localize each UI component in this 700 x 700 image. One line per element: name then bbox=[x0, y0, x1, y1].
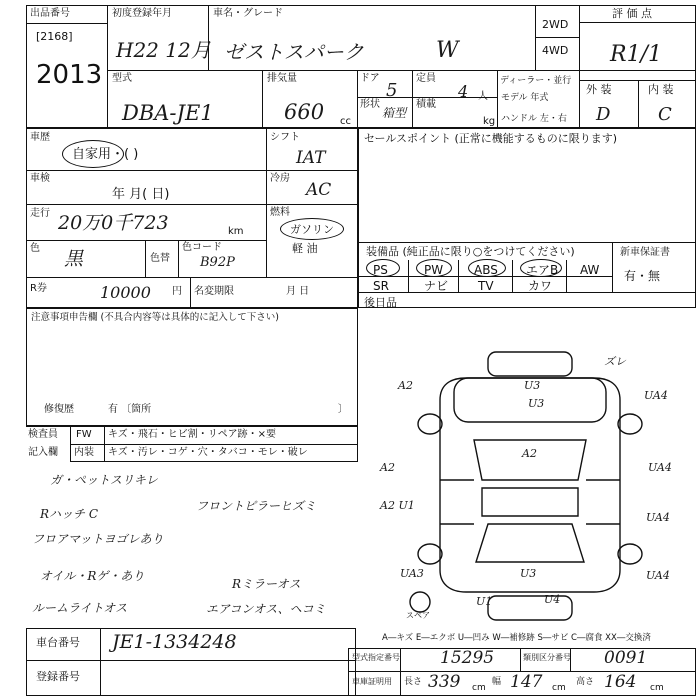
notes-label: 注意事項申告欄 (不具合内容等は具体的に記入して下さい) bbox=[31, 312, 279, 323]
history-label: 車歴 bbox=[30, 132, 50, 143]
ext-label: 外 装 bbox=[586, 83, 612, 96]
circle-mark bbox=[520, 259, 562, 277]
rear-window-outline bbox=[476, 524, 584, 562]
recycle-value: 10000 bbox=[100, 283, 151, 302]
rear-right-wheel bbox=[618, 544, 642, 564]
fuel-value: ガソリン bbox=[290, 223, 334, 236]
width-value: 147 bbox=[510, 672, 543, 692]
score-label: 評 価 点 bbox=[612, 7, 652, 20]
divider bbox=[26, 660, 356, 661]
divider bbox=[579, 5, 580, 128]
damage-mark: UA4 bbox=[644, 389, 668, 402]
color-value: 黒 bbox=[64, 248, 84, 270]
spare-label: スペア bbox=[406, 611, 430, 620]
car-name-value: ゼストスパーク bbox=[224, 40, 364, 64]
inspection-value: 年 月( 日) bbox=[112, 187, 170, 202]
divider bbox=[535, 37, 579, 38]
height-label: 高さ bbox=[576, 677, 595, 687]
divider bbox=[357, 70, 358, 128]
nameplate-value: 月 日 bbox=[286, 286, 310, 297]
divider bbox=[70, 444, 358, 445]
mileage-label: 走行 bbox=[30, 208, 50, 219]
equip-ps: PS bbox=[373, 263, 388, 277]
lot-label: 出品番号 bbox=[30, 8, 70, 19]
notes-frame bbox=[26, 308, 358, 426]
capacity-unit: 人 bbox=[478, 91, 488, 102]
fuel-label: 燃料 bbox=[270, 207, 290, 218]
circle-mark bbox=[468, 259, 506, 277]
fw-items: キズ・飛石・ヒビ割・リペア跡・×要 bbox=[108, 429, 276, 440]
color-code-value: B92P bbox=[200, 255, 235, 270]
front-left-wheel bbox=[418, 414, 442, 434]
vehicle-cert-label: 車庫証明用 bbox=[352, 677, 392, 686]
circle-mark bbox=[366, 259, 400, 277]
recycle-unit: 円 bbox=[172, 286, 182, 297]
displacement-unit: cc bbox=[340, 116, 351, 127]
damage-mark: ズレ bbox=[604, 355, 626, 368]
divider bbox=[357, 97, 497, 98]
divider bbox=[358, 242, 696, 243]
lot-code: [2168] bbox=[36, 30, 73, 43]
divider bbox=[458, 260, 459, 292]
divider bbox=[266, 204, 358, 205]
note-line: フロアマットヨゴレあり bbox=[32, 532, 164, 546]
divider bbox=[262, 70, 263, 128]
equip-pw: PW bbox=[424, 263, 444, 277]
height-unit: cm bbox=[650, 683, 664, 693]
name-grade-label: 車名・グレード bbox=[213, 8, 283, 19]
rear-seat-label: 後日品 bbox=[364, 296, 397, 309]
int-value: C bbox=[658, 104, 672, 125]
equip-sr: SR bbox=[373, 279, 389, 293]
drive-4wd: 4WD bbox=[542, 44, 569, 57]
fuel-alt: 軽 油 bbox=[292, 242, 318, 255]
chassis-label: 車台番号 bbox=[36, 636, 80, 649]
ac-value: AC bbox=[306, 180, 332, 200]
divider bbox=[107, 5, 108, 128]
equip-aw: AW bbox=[580, 263, 600, 277]
equipment-label: 装備品 (純正品に限り○をつけてください) bbox=[366, 245, 575, 258]
divider bbox=[266, 170, 358, 171]
divider bbox=[512, 260, 513, 292]
capacity-value: 4 bbox=[458, 82, 469, 101]
note-line: Rハッチ C bbox=[40, 507, 99, 521]
repair-close: 〕 bbox=[338, 404, 348, 415]
history-value: 自家用・( ) bbox=[72, 147, 139, 162]
damage-mark: U3 bbox=[520, 567, 537, 580]
chassis-value: JE1-1334248 bbox=[112, 631, 237, 653]
front-right-wheel bbox=[618, 414, 642, 434]
equip-abs: ABS bbox=[474, 263, 498, 277]
lot-number: 2013 bbox=[36, 60, 103, 90]
mileage-unit: km bbox=[228, 226, 244, 237]
fw-label: FW bbox=[76, 429, 92, 440]
sales-point-label: セールスポイント (正常に機能するものに限ります) bbox=[364, 132, 618, 145]
load-label: 積載 bbox=[416, 99, 436, 110]
note-line: Rミラーオス bbox=[232, 577, 301, 591]
model-value: DBA-JE1 bbox=[122, 101, 214, 125]
divider bbox=[566, 260, 567, 292]
note-line: オイル・Rゲ・あり bbox=[40, 569, 145, 583]
load-unit: kg bbox=[483, 116, 496, 127]
equip-airbag: エアB bbox=[526, 263, 559, 277]
equip-tv: TV bbox=[478, 279, 494, 293]
shape-label: 形状 bbox=[360, 99, 380, 110]
width-unit: cm bbox=[552, 683, 566, 693]
note-line: ルームライトオス bbox=[32, 601, 128, 615]
int-row-label: 内装 bbox=[74, 447, 94, 458]
divider bbox=[520, 648, 521, 671]
ext-value: D bbox=[596, 104, 611, 125]
type-number-label: 型式指定番号 bbox=[352, 653, 400, 662]
damage-mark: A2 U1 bbox=[380, 499, 415, 512]
shape-value: 箱型 bbox=[382, 106, 407, 120]
grade-value: W bbox=[436, 38, 459, 63]
fill-label: 記入欄 bbox=[28, 447, 58, 458]
damage-mark: U3 bbox=[524, 379, 541, 392]
drive-2wd: 2WD bbox=[542, 18, 569, 31]
divider bbox=[412, 70, 413, 128]
reg-label: 登録番号 bbox=[36, 670, 80, 683]
door-value: 5 bbox=[386, 80, 398, 101]
dealer-label: ディーラー・並行 bbox=[500, 76, 572, 86]
displacement-label: 排気量 bbox=[267, 73, 297, 84]
damage-mark: A2 bbox=[380, 461, 395, 474]
color-change-label: 色替 bbox=[150, 253, 170, 264]
mileage-value: 20万0千723 bbox=[58, 212, 169, 234]
divider bbox=[579, 22, 696, 23]
damage-mark: A2 bbox=[398, 379, 413, 392]
equip-leather: カワ bbox=[528, 279, 553, 293]
divider bbox=[26, 240, 266, 241]
length-unit: cm bbox=[472, 683, 486, 693]
first-reg-value: H22 12月 bbox=[116, 38, 211, 62]
divider bbox=[190, 277, 191, 308]
damage-mark: U4 bbox=[544, 593, 561, 606]
damage-mark: U1 bbox=[476, 595, 493, 608]
circle-mark bbox=[62, 140, 124, 168]
divider bbox=[408, 260, 409, 292]
color-code-label: 色コード bbox=[182, 242, 222, 253]
note-line: エアコンオス、ヘコミ bbox=[206, 602, 326, 616]
damage-mark: UA4 bbox=[646, 569, 670, 582]
height-value: 164 bbox=[604, 672, 637, 692]
length-label: 長さ bbox=[404, 677, 423, 687]
equip-navi: ナビ bbox=[424, 279, 449, 293]
note-line: ガ・ペットスリキレ bbox=[50, 473, 158, 487]
divider bbox=[266, 128, 267, 277]
divider bbox=[145, 240, 146, 277]
divider bbox=[26, 277, 358, 278]
category-label: 類別区分番号 bbox=[523, 653, 571, 662]
capacity-label: 定員 bbox=[416, 73, 436, 84]
model-year-label: モデル 年式 bbox=[501, 93, 549, 103]
score-value: R1/1 bbox=[610, 42, 662, 67]
recycle-label: R券 bbox=[30, 283, 47, 294]
warranty-value: 有・無 bbox=[624, 269, 661, 283]
nameplate-label: 名変期限 bbox=[194, 286, 234, 297]
int-label: 内 装 bbox=[648, 83, 674, 96]
divider bbox=[178, 240, 179, 277]
divider bbox=[358, 292, 696, 293]
damage-mark: UA3 bbox=[400, 567, 424, 580]
length-value: 339 bbox=[428, 672, 461, 692]
divider bbox=[26, 23, 107, 24]
handle-label: ハンドル 左・右 bbox=[501, 114, 567, 124]
spare-tire bbox=[410, 592, 430, 612]
circle-mark bbox=[416, 259, 452, 277]
warranty-label: 新車保証書 bbox=[620, 247, 670, 258]
divider bbox=[612, 242, 613, 292]
body-outline bbox=[440, 378, 620, 592]
shift-value: IAT bbox=[296, 148, 326, 168]
divider bbox=[400, 648, 401, 696]
divider bbox=[497, 70, 498, 128]
category-value: 0091 bbox=[604, 648, 648, 668]
divider bbox=[638, 80, 639, 128]
windshield-outline bbox=[474, 440, 586, 480]
damage-mark: A2 bbox=[522, 447, 537, 460]
model-label: 型式 bbox=[112, 73, 132, 84]
note-line: フロントピラーヒズミ bbox=[196, 499, 317, 513]
inspector-label: 検査員 bbox=[28, 429, 58, 440]
divider bbox=[100, 628, 101, 696]
repair-label: 修復歴 bbox=[44, 404, 74, 415]
displacement-value: 660 bbox=[284, 100, 325, 124]
divider bbox=[104, 426, 105, 462]
shift-label: シフト bbox=[270, 132, 300, 143]
inspection-label: 車検 bbox=[30, 173, 50, 184]
repair-value: 有 〔箇所 bbox=[108, 404, 152, 415]
ac-label: 冷房 bbox=[270, 173, 290, 184]
front-bumper-outline bbox=[488, 352, 572, 376]
damage-legend: A―キズ E―エクボ U―凹み W―補修跡 S―サビ C―腐食 XX―交換済 bbox=[382, 633, 651, 643]
door-label: ドア bbox=[360, 73, 380, 84]
circle-mark bbox=[280, 218, 344, 240]
type-number-value: 15295 bbox=[440, 648, 495, 668]
damage-mark: U3 bbox=[528, 397, 545, 410]
roof-outline bbox=[482, 488, 578, 516]
divider bbox=[107, 70, 696, 71]
rear-left-wheel bbox=[418, 544, 442, 564]
divider bbox=[26, 204, 266, 205]
color-label: 色 bbox=[30, 243, 40, 254]
damage-mark: UA4 bbox=[646, 511, 670, 524]
damage-mark: UA4 bbox=[648, 461, 672, 474]
first-reg-label: 初度登録年月 bbox=[112, 8, 172, 19]
int-items: キズ・汚レ・コゲ・穴・タバコ・モレ・破レ bbox=[108, 447, 308, 458]
width-label: 幅 bbox=[492, 677, 502, 687]
